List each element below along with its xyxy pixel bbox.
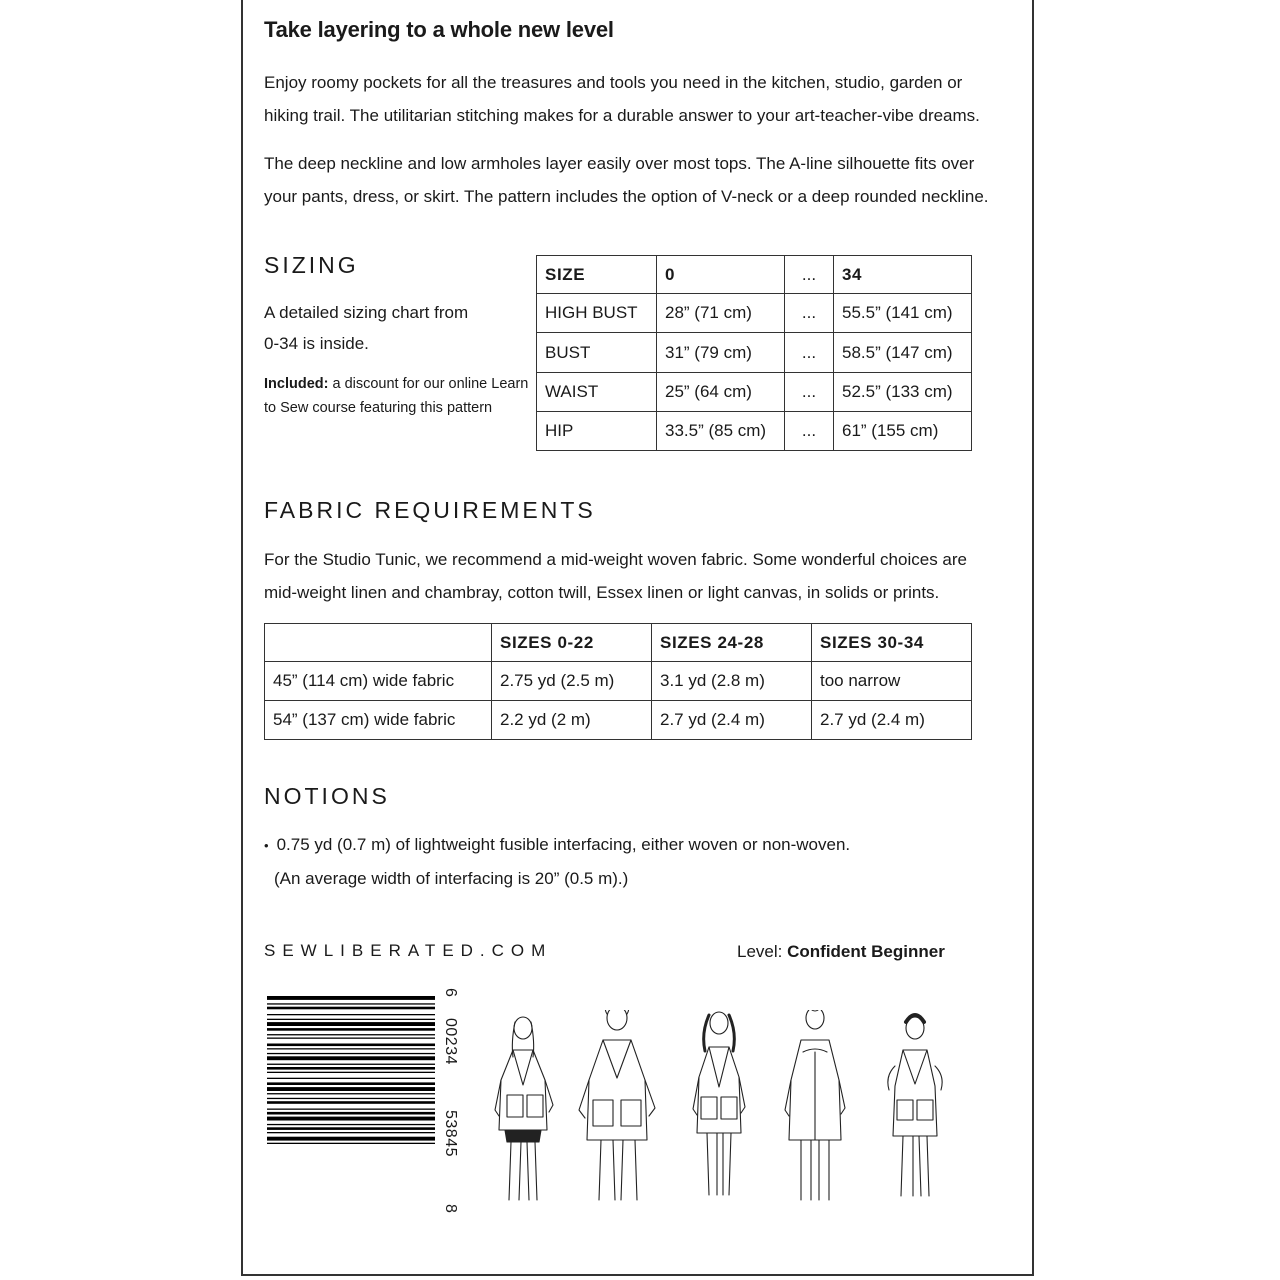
table-cell: ... xyxy=(785,412,834,451)
barcode-bar xyxy=(267,1053,435,1054)
barcode-bar xyxy=(267,1003,435,1004)
level-value: Confident Beginner xyxy=(787,942,945,961)
barcode-digit-right: 6 xyxy=(442,988,459,997)
website-url[interactable]: SEWLIBERATED.COM xyxy=(264,941,553,960)
table-cell: ... xyxy=(785,373,834,412)
barcode-bar xyxy=(267,1112,435,1115)
table-cell: 61” (155 cm) xyxy=(834,412,972,451)
barcode-bar xyxy=(267,1044,435,1047)
figure-illustration xyxy=(888,1015,942,1196)
level-label: Level: xyxy=(737,942,783,961)
table-row xyxy=(265,701,972,740)
included-text: a discount for our online Learn xyxy=(328,376,529,392)
table-cell: 54” (137 cm) wide fabric xyxy=(265,701,492,740)
skill-level xyxy=(737,942,945,962)
barcode-bar xyxy=(267,1087,435,1091)
fabric-heading: FABRIC REQUIREMENTS xyxy=(264,497,596,523)
table-cell: BUST xyxy=(537,333,657,373)
barcode-bar xyxy=(267,1093,435,1094)
bullet-icon: • xyxy=(264,838,269,853)
table-cell: SIZES 30-34 xyxy=(812,624,972,662)
barcode-bar xyxy=(267,1127,435,1130)
table-cell: SIZES 24-28 xyxy=(652,624,812,662)
page-title: Take layering to a whole new level xyxy=(264,17,614,42)
figure-illustration xyxy=(495,1017,553,1200)
table-cell: 2.7 yd (2.4 m) xyxy=(652,701,812,740)
fabric-desc-line: mid-weight linen and chambray, cotton twill, Essex linen or light canvas, in solids or prints. xyxy=(264,582,940,602)
fabric-desc-line: For the Studio Tunic, we recommend a mid-weight woven fabric. Some wonderful choices are xyxy=(264,550,967,569)
intro-line: hiking trail. The utilitarian stitching makes for a durable answer to your art-teacher-vibe dreams. xyxy=(264,105,980,125)
table-cell: 25” (64 cm) xyxy=(657,373,785,412)
table-cell: ... xyxy=(785,333,834,373)
barcode-bar xyxy=(267,1078,435,1079)
intro-paragraph-2 xyxy=(264,148,989,213)
barcode-bar xyxy=(267,1019,435,1020)
table-cell: 28” (71 cm) xyxy=(657,294,785,333)
barcode-bar xyxy=(267,1124,435,1125)
figure-illustration xyxy=(693,1012,745,1195)
notions-item-note: (An average width of interfacing is 20” (0.5 m).) xyxy=(274,868,629,888)
sizing-table xyxy=(536,255,972,451)
garment-illustrations xyxy=(493,1010,993,1210)
barcode-bar xyxy=(267,1048,435,1049)
table-cell: 58.5” (147 cm) xyxy=(834,333,972,373)
table-cell: 52.5” (133 cm) xyxy=(834,373,972,412)
barcode-bar xyxy=(267,1098,435,1099)
barcode-bar xyxy=(267,996,435,1000)
intro-line: your pants, dress, or skirt. The pattern includes the option of V-neck or a deep rounded neckline. xyxy=(264,186,989,206)
barcode-bar xyxy=(267,1143,435,1144)
table-cell: ... xyxy=(785,294,834,333)
sizing-desc-line: A detailed sizing chart from xyxy=(264,303,469,322)
table-cell: 34 xyxy=(834,256,972,294)
barcode-graphic xyxy=(267,988,457,1223)
barcode-digit-left: 8 xyxy=(442,1204,459,1213)
barcode-bar xyxy=(267,1137,435,1141)
table-row xyxy=(537,412,972,451)
table-row xyxy=(537,373,972,412)
barcode-bar xyxy=(267,1117,435,1121)
barcode-bar xyxy=(267,1038,435,1039)
sizing-heading: SIZING xyxy=(264,252,359,278)
table-row xyxy=(537,333,972,373)
barcode-bar xyxy=(267,1067,435,1070)
table-cell: 31” (79 cm) xyxy=(657,333,785,373)
barcode-bar xyxy=(267,1072,435,1073)
included-note xyxy=(264,372,528,420)
pattern-back-cover xyxy=(241,0,1034,1276)
fabric-table xyxy=(264,623,972,740)
table-cell: 45” (114 cm) wide fabric xyxy=(265,662,492,701)
intro-line: Enjoy roomy pockets for all the treasures and tools you need in the kitchen, studio, garden or xyxy=(264,73,963,92)
barcode-bar xyxy=(267,1014,435,1015)
table-row xyxy=(265,662,972,701)
barcode-bar xyxy=(267,1082,435,1085)
barcode-bar xyxy=(267,1034,435,1035)
included-label: Included: xyxy=(264,376,329,392)
table-cell: 55.5” (141 cm) xyxy=(834,294,972,333)
notions-heading: NOTIONS xyxy=(264,783,390,809)
table-row xyxy=(265,624,972,662)
barcode-bar xyxy=(267,1064,435,1065)
table-cell: 2.7 yd (2.4 m) xyxy=(812,701,972,740)
sizing-description xyxy=(264,297,468,359)
table-cell: 0 xyxy=(657,256,785,294)
barcode-bar xyxy=(267,1028,435,1031)
barcode-digits xyxy=(441,988,459,1223)
barcode-bar xyxy=(267,1022,435,1026)
table-cell: WAIST xyxy=(537,373,657,412)
table-cell: 3.1 yd (2.8 m) xyxy=(652,662,812,701)
fabric-description xyxy=(264,544,967,609)
intro-paragraph-1 xyxy=(264,67,980,132)
table-cell: 2.2 yd (2 m) xyxy=(492,701,652,740)
barcode-digits-mid2: 00234 xyxy=(442,1018,459,1065)
barcode-bar xyxy=(267,1132,435,1133)
barcode-bar xyxy=(267,1007,435,1010)
table-cell: too narrow xyxy=(812,662,972,701)
barcode-bar xyxy=(267,1056,435,1060)
table-cell: SIZE xyxy=(537,256,657,294)
table-cell: HIP xyxy=(537,412,657,451)
table-row xyxy=(537,256,972,294)
notions-list xyxy=(264,829,850,895)
table-cell: 2.75 yd (2.5 m) xyxy=(492,662,652,701)
table-cell: HIGH BUST xyxy=(537,294,657,333)
table-cell xyxy=(265,624,492,662)
table-cell: SIZES 0-22 xyxy=(492,624,652,662)
figure-illustration xyxy=(579,1010,655,1200)
table-cell: ... xyxy=(785,256,834,294)
table-cell: 33.5” (85 cm) xyxy=(657,412,785,451)
intro-line: The deep neckline and low armholes layer easily over most tops. The A-line silhouette fits over xyxy=(264,154,975,173)
barcode-bar xyxy=(267,1101,435,1104)
notions-item: 0.75 yd (0.7 m) of lightweight fusible interfacing, either woven or non-woven. xyxy=(276,835,851,854)
barcode xyxy=(267,988,457,1223)
barcode-bar xyxy=(267,1109,435,1110)
sizing-desc-line: 0-34 is inside. xyxy=(264,334,369,353)
table-row xyxy=(537,294,972,333)
barcode-digits-mid1: 53845 xyxy=(442,1110,459,1157)
figure-illustration xyxy=(785,1010,845,1200)
included-text-2: to Sew course featuring this pattern xyxy=(264,400,493,416)
